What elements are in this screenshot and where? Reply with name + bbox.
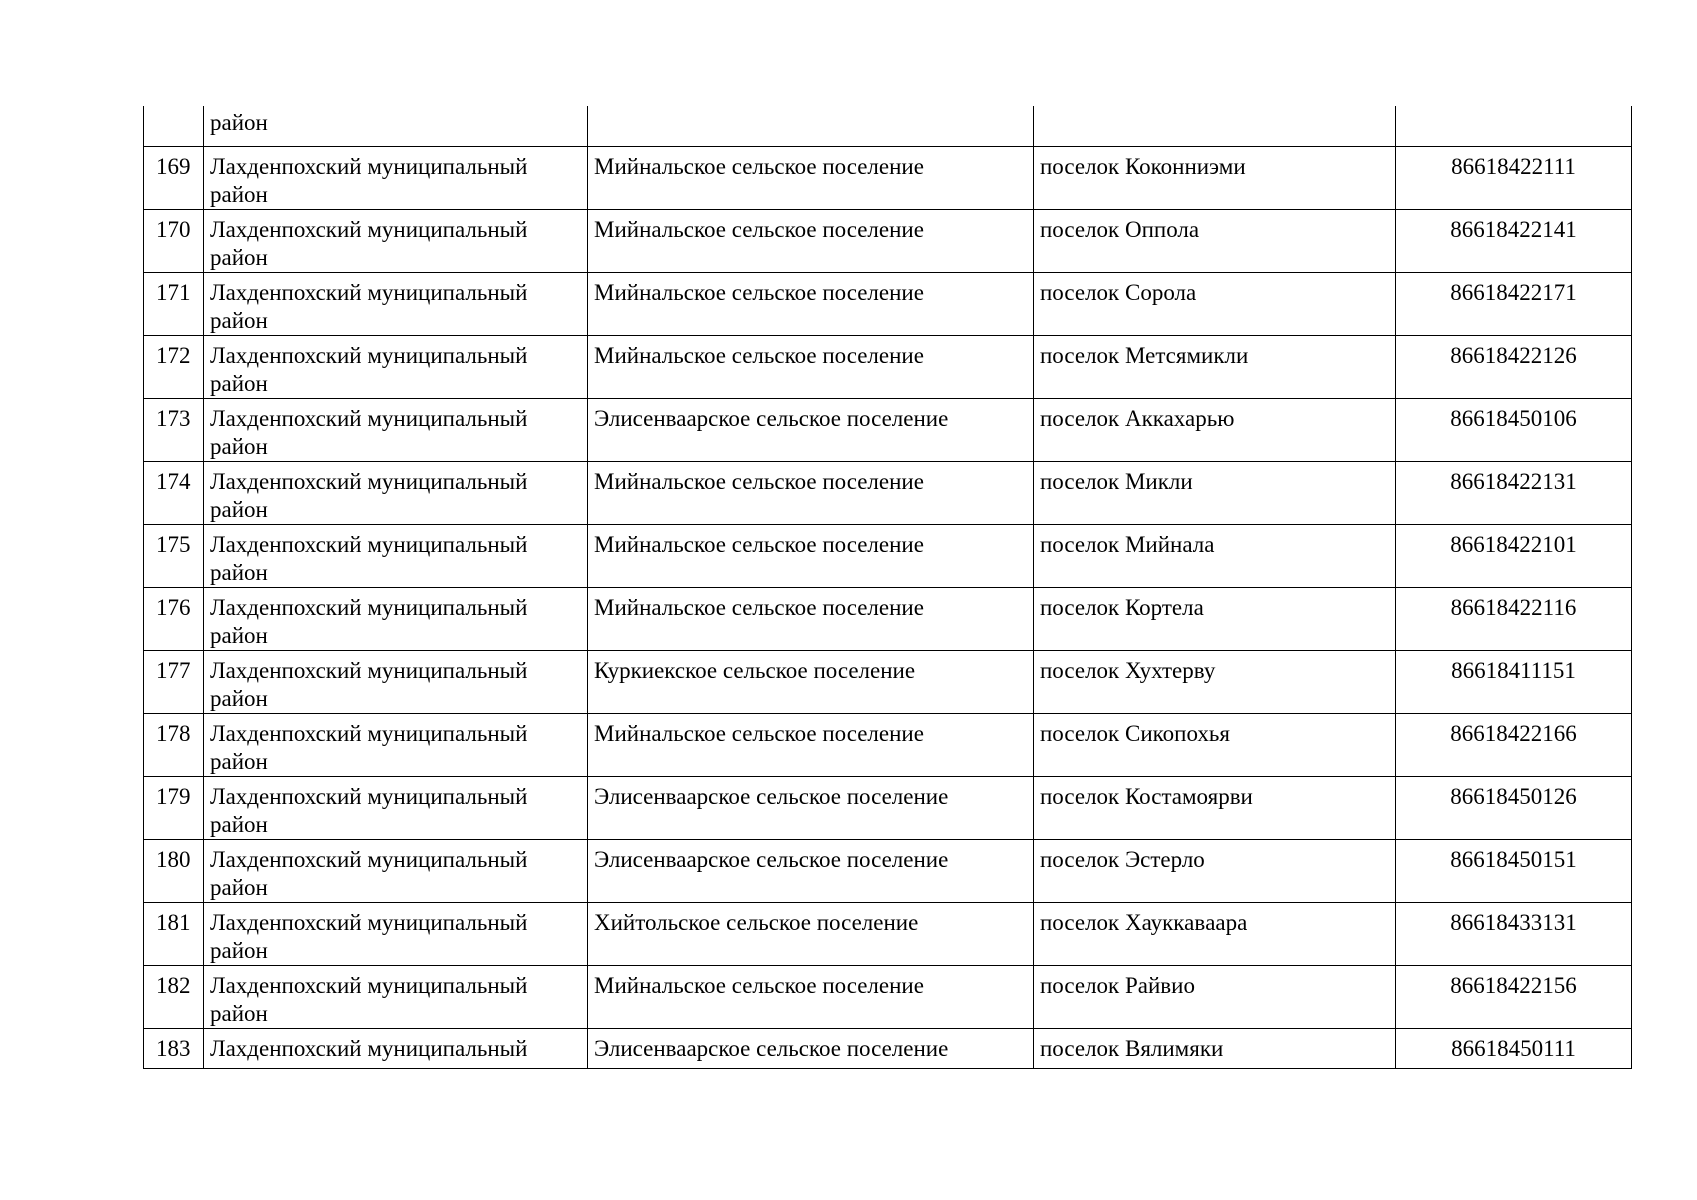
cell-locality: поселок Сорола xyxy=(1034,272,1396,335)
cell-settlement: Мийнальское сельское поселение xyxy=(588,524,1034,587)
cell-settlement: Мийнальское сельское поселение xyxy=(588,587,1034,650)
table-row xyxy=(144,839,1632,902)
cell-code: 86618433131 xyxy=(1396,902,1632,965)
cell-district: Лахденпохский муниципальный район xyxy=(204,146,588,209)
table-row xyxy=(144,335,1632,398)
cell-number: 171 xyxy=(144,272,204,335)
cell-locality: поселок Райвио xyxy=(1034,965,1396,1028)
table-row-continued xyxy=(144,106,1632,146)
cell-number: 175 xyxy=(144,524,204,587)
cell-code: 86618422131 xyxy=(1396,461,1632,524)
cell-locality: поселок Микли xyxy=(1034,461,1396,524)
cell-locality: поселок Мийнала xyxy=(1034,524,1396,587)
cell-settlement xyxy=(588,106,1034,146)
cell-number: 174 xyxy=(144,461,204,524)
cell-locality: поселок Хухтерву xyxy=(1034,650,1396,713)
table-row xyxy=(144,524,1632,587)
settlements-table xyxy=(143,106,1632,1069)
cell-code: 86618422116 xyxy=(1396,587,1632,650)
cell-settlement: Мийнальское сельское поселение xyxy=(588,713,1034,776)
cell-district: Лахденпохский муниципальный район xyxy=(204,776,588,839)
cell-locality: поселок Аккахарью xyxy=(1034,398,1396,461)
cell-code: 86618422111 xyxy=(1396,146,1632,209)
cell-code: 86618422171 xyxy=(1396,272,1632,335)
cell-locality: поселок Кортела xyxy=(1034,587,1396,650)
table-row xyxy=(144,461,1632,524)
table-row xyxy=(144,902,1632,965)
cell-settlement: Мийнальское сельское поселение xyxy=(588,335,1034,398)
cell-settlement: Элисенваарское сельское поселение xyxy=(588,776,1034,839)
table-row xyxy=(144,713,1632,776)
cell-locality: поселок Хауккавaара xyxy=(1034,902,1396,965)
table-body xyxy=(144,106,1632,1068)
cell-locality: поселок Сикопохья xyxy=(1034,713,1396,776)
cell-code: 86618450106 xyxy=(1396,398,1632,461)
table-row xyxy=(144,650,1632,713)
table-row xyxy=(144,146,1632,209)
table-row xyxy=(144,965,1632,1028)
table-row xyxy=(144,272,1632,335)
cell-number: 170 xyxy=(144,209,204,272)
cell-code: 86618422141 xyxy=(1396,209,1632,272)
cell-number: 172 xyxy=(144,335,204,398)
cell-number: 180 xyxy=(144,839,204,902)
cell-district: район xyxy=(204,106,588,146)
cell-locality: поселок Метсямикли xyxy=(1034,335,1396,398)
cell-district: Лахденпохский муниципальный район xyxy=(204,524,588,587)
cell-code: 86618450126 xyxy=(1396,776,1632,839)
cell-district: Лахденпохский муниципальный район xyxy=(204,902,588,965)
cell-district: Лахденпохский муниципальный район xyxy=(204,398,588,461)
cell-code: 86618411151 xyxy=(1396,650,1632,713)
cell-code: 86618422101 xyxy=(1396,524,1632,587)
cell-number: 179 xyxy=(144,776,204,839)
cell-locality: поселок Костамоярви xyxy=(1034,776,1396,839)
cell-locality: поселок Вялимяки xyxy=(1034,1028,1396,1068)
table-row xyxy=(144,587,1632,650)
cell-district: Лахденпохский муниципальный район xyxy=(204,272,588,335)
cell-locality: поселок Оппола xyxy=(1034,209,1396,272)
table-row xyxy=(144,776,1632,839)
table-row xyxy=(144,1028,1632,1068)
cell-district: Лахденпохский муниципальный район xyxy=(204,713,588,776)
cell-settlement: Хийтольское сельское поселение xyxy=(588,902,1034,965)
cell-code: 86618422166 xyxy=(1396,713,1632,776)
cell-locality: поселок Коконниэми xyxy=(1034,146,1396,209)
cell-number: 181 xyxy=(144,902,204,965)
cell-settlement: Мийнальское сельское поселение xyxy=(588,272,1034,335)
cell-code: 86618422126 xyxy=(1396,335,1632,398)
cell-settlement: Элисенваарское сельское поселение xyxy=(588,839,1034,902)
cell-district: Лахденпохский муниципальный район xyxy=(204,335,588,398)
cell-district: Лахденпохский муниципальный xyxy=(204,1028,588,1068)
cell-settlement: Мийнальское сельское поселение xyxy=(588,209,1034,272)
cell-settlement: Мийнальское сельское поселение xyxy=(588,146,1034,209)
cell-number: 176 xyxy=(144,587,204,650)
cell-number xyxy=(144,106,204,146)
cell-district: Лахденпохский муниципальный район xyxy=(204,839,588,902)
cell-district: Лахденпохский муниципальный район xyxy=(204,965,588,1028)
cell-district: Лахденпохский муниципальный район xyxy=(204,650,588,713)
cell-locality xyxy=(1034,106,1396,146)
cell-number: 178 xyxy=(144,713,204,776)
cell-number: 169 xyxy=(144,146,204,209)
cell-locality: поселок Эстерло xyxy=(1034,839,1396,902)
cell-code: 86618450111 xyxy=(1396,1028,1632,1068)
cell-code: 86618450151 xyxy=(1396,839,1632,902)
cell-number: 182 xyxy=(144,965,204,1028)
cell-settlement: Мийнальское сельское поселение xyxy=(588,461,1034,524)
cell-number: 183 xyxy=(144,1028,204,1068)
cell-district: Лахденпохский муниципальный район xyxy=(204,209,588,272)
cell-settlement: Куркиекское сельское поселение xyxy=(588,650,1034,713)
table-row xyxy=(144,209,1632,272)
cell-settlement: Элисенваарское сельское поселение xyxy=(588,1028,1034,1068)
cell-number: 173 xyxy=(144,398,204,461)
cell-settlement: Элисенваарское сельское поселение xyxy=(588,398,1034,461)
cell-number: 177 xyxy=(144,650,204,713)
cell-district: Лахденпохский муниципальный район xyxy=(204,461,588,524)
cell-district: Лахденпохский муниципальный район xyxy=(204,587,588,650)
cell-code: 86618422156 xyxy=(1396,965,1632,1028)
cell-settlement: Мийнальское сельское поселение xyxy=(588,965,1034,1028)
table-row xyxy=(144,398,1632,461)
cell-code xyxy=(1396,106,1632,146)
